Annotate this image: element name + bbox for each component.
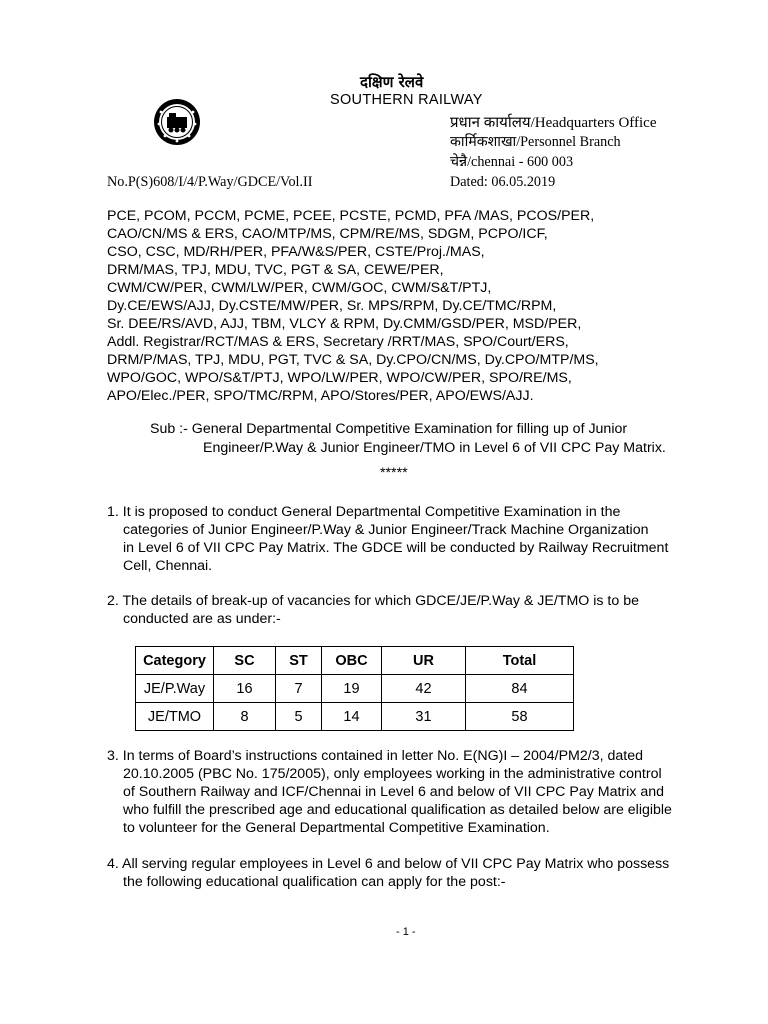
subject-line-1: Sub :- General Departmental Competitive Examination for filling up of Junior xyxy=(150,421,628,437)
office-line-branch: कार्मिकशाखा/Personnel Branch xyxy=(450,134,621,150)
addressee-line: CSO, CSC, MD/RH/PER, PFA/W&S/PER, CSTE/Proj./MAS, xyxy=(107,244,485,260)
addressee-line: Dy.CE/EWS/AJJ, Dy.CSTE/MW/PER, Sr. MPS/RPM, Dy.CE/TMC/RPM, xyxy=(107,298,557,314)
paragraph-line: in Level 6 of VII CPC Pay Matrix. The GDCE will be conducted by Railway Recruitment xyxy=(123,540,669,556)
subject-line-2: Engineer/P.Way & Junior Engineer/TMO in Level 6 of VII CPC Pay Matrix. xyxy=(203,440,666,456)
column-header: UR xyxy=(382,647,466,675)
table-cell: 16 xyxy=(214,675,276,703)
railway-emblem-icon xyxy=(153,98,201,146)
addressee-line: CWM/CW/PER, CWM/LW/PER, CWM/GOC, CWM/S&T/PTJ, xyxy=(107,280,492,296)
addressee-line: DRM/P/MAS, TPJ, MDU, PGT, TVC & SA, Dy.CPO/CN/MS, Dy.CPO/MTP/MS, xyxy=(107,352,599,368)
paragraph-1 xyxy=(107,503,668,575)
column-header: SC xyxy=(214,647,276,675)
paragraph-line: 4. All serving regular employees in Level 6 and below of VII CPC Pay Matrix who possess xyxy=(107,856,670,872)
table-cell: 5 xyxy=(276,703,322,731)
column-header: Category xyxy=(136,647,214,675)
addressee-line: Addl. Registrar/RCT/MAS & ERS, Secretary /RRT/MAS, SPO/Court/ERS, xyxy=(107,334,569,350)
addressee-line: PCE, PCOM, PCCM, PCME, PCEE, PCSTE, PCMD, PFA /MAS, PCOS/PER, xyxy=(107,208,595,224)
paragraph-line: categories of Junior Engineer/P.Way & Junior Engineer/Track Machine Organization xyxy=(123,522,649,538)
addressee-line: CAO/CN/MS & ERS, CAO/MTP/MS, CPM/RE/MS, SDGM, PCPO/ICF, xyxy=(107,226,548,242)
paragraph-line: 1. It is proposed to conduct General Departmental Competitive Examination in the xyxy=(107,504,621,520)
paragraph-line: of Southern Railway and ICF/Chennai in Level 6 and below of VII CPC Pay Matrix and xyxy=(123,784,664,800)
table-row xyxy=(136,675,574,703)
paragraph-2 xyxy=(107,592,639,628)
letter-date: Dated: 06.05.2019 xyxy=(450,174,556,190)
paragraph-line: to volunteer for the General Departmental Competitive Examination. xyxy=(123,820,550,836)
office-line-city: चेन्नै/chennai - 600 003 xyxy=(450,154,574,170)
paragraph-line: 2. The details of break-up of vacancies for which GDCE/JE/P.Way & JE/TMO is to be xyxy=(107,593,639,609)
paragraph-line: Cell, Chennai. xyxy=(123,558,213,574)
addressee-line: APO/Elec./PER, SPO/TMC/RPM, APO/Stores/PER, APO/EWS/AJJ. xyxy=(107,388,534,404)
table-cell: 14 xyxy=(322,703,382,731)
title-hindi: दक्षिण रेलवे xyxy=(360,73,424,91)
page-number: - 1 - xyxy=(396,926,416,938)
reference-number: No.P(S)608/I/4/P.Way/GDCE/Vol.II xyxy=(107,174,313,190)
table-cell: 84 xyxy=(466,675,574,703)
column-header: ST xyxy=(276,647,322,675)
column-header: Total xyxy=(466,647,574,675)
table-cell: 8 xyxy=(214,703,276,731)
table-row xyxy=(136,703,574,731)
table-header-row xyxy=(136,647,574,675)
addressee-line: DRM/MAS, TPJ, MDU, TVC, PGT & SA, CEWE/PER, xyxy=(107,262,444,278)
vacancy-table xyxy=(135,646,574,731)
paragraph-line: the following educational qualification can apply for the post:- xyxy=(123,874,506,890)
table-cell: 19 xyxy=(322,675,382,703)
paragraph-line: conducted are as under:- xyxy=(123,611,281,627)
table-cell: 31 xyxy=(382,703,466,731)
table-cell: 58 xyxy=(466,703,574,731)
paragraph-4 xyxy=(107,855,669,891)
addressee-line: WPO/GOC, WPO/S&T/PTJ, WPO/LW/PER, WPO/CW/PER, SPO/RE/MS, xyxy=(107,370,572,386)
paragraph-3 xyxy=(107,747,672,837)
column-header: OBC xyxy=(322,647,382,675)
addressee-line: Sr. DEE/RS/AVD, AJJ, TBM, VLCY & RPM, Dy.CMM/GSD/PER, MSD/PER, xyxy=(107,316,582,332)
paragraph-line: 3. In terms of Board’s instructions contained in letter No. E(NG)I – 2004/PM2/3, dated xyxy=(107,748,643,764)
addressee-list xyxy=(107,207,599,405)
table-cell: 42 xyxy=(382,675,466,703)
table-cell: 7 xyxy=(276,675,322,703)
paragraph-line: who fulfill the prescribed age and educational qualification as detailed below are eligible xyxy=(123,802,672,818)
title-english: SOUTHERN RAILWAY xyxy=(330,92,483,108)
office-line-hq: प्रधान कार्यालय/Headquarters Office xyxy=(450,115,657,131)
table-cell: JE/TMO xyxy=(136,703,214,731)
paragraph-line: 20.10.2005 (PBC No. 175/2005), only employees working in the administrative control xyxy=(123,766,662,782)
subject-separator: ***** xyxy=(380,465,408,481)
table-cell: JE/P.Way xyxy=(136,675,214,703)
